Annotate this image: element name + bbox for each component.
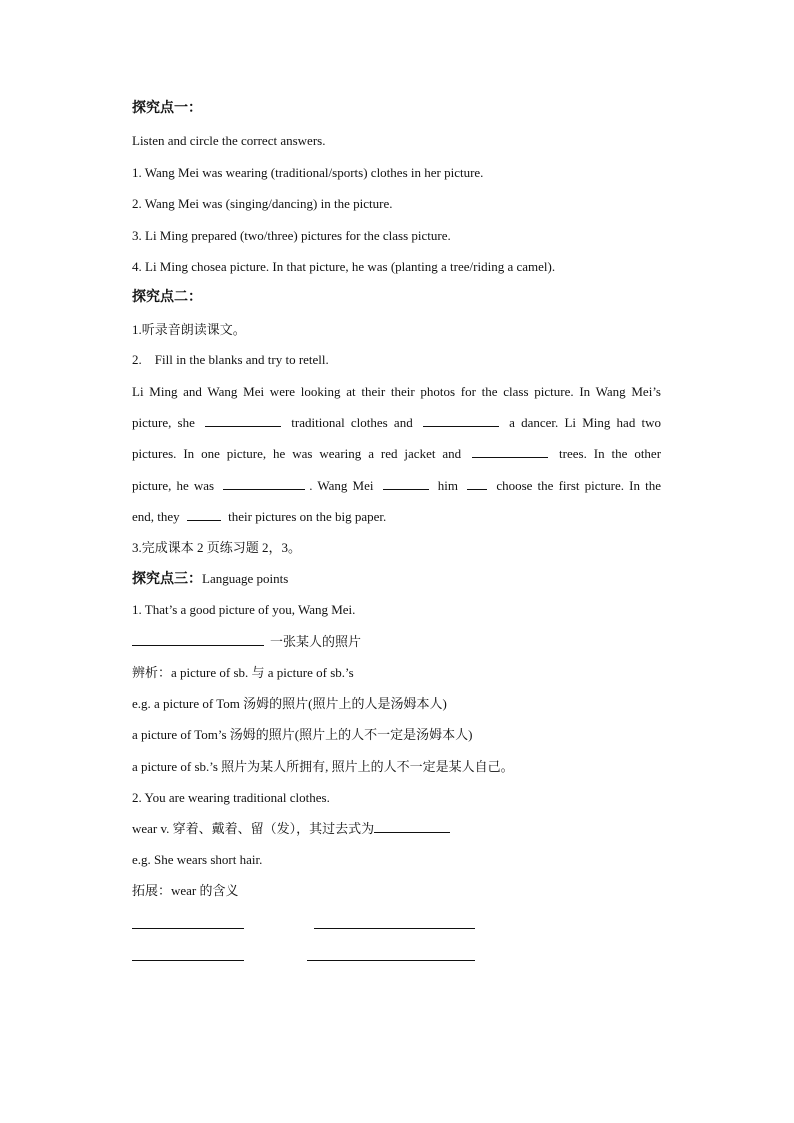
extension-note: 拓展：wear 的含义: [132, 883, 239, 898]
passage-text: Li Ming and Wang Mei were looking at their their photos for the class picture. In Wang Mei’s: [132, 384, 661, 399]
answer-blank[interactable]: [132, 633, 264, 646]
language-point-1: 1. That’s a good picture of you, Wang Mei.: [132, 602, 356, 617]
passage-text: picture, he was: [132, 478, 215, 493]
passage-text: picture, she: [132, 415, 195, 430]
answer-line[interactable]: [132, 928, 244, 929]
passage-text: their pictures on the big paper.: [228, 509, 387, 524]
example-1: e.g. a picture of Tom 汤姆的照片(照片上的人是汤姆本人): [132, 696, 447, 711]
section-3-title: 探究点三：: [132, 572, 202, 587]
section-3-heading: [132, 570, 288, 589]
comparison-note: 辨析：a picture of sb. 与 a picture of sb.’s: [132, 665, 354, 680]
task-fill-blanks: 2. Fill in the blanks and try to retell.: [132, 352, 329, 367]
answer-line[interactable]: [314, 928, 475, 929]
passage-text: traditional clothes and: [291, 415, 413, 430]
listening-instruction: Listen and circle the correct answers.: [132, 133, 326, 148]
passage-text: choose the first picture. In the: [496, 478, 661, 493]
wear-definition: [132, 820, 450, 838]
question-2: 2. Wang Mei was (singing/dancing) in the picture.: [132, 196, 393, 211]
definition-text: wear v. 穿着、戴着、留（发），其过去式为: [132, 821, 375, 836]
passage-line-1: [132, 383, 661, 401]
passage-text: pictures. In one picture, he was wearing a red jacket and: [132, 446, 462, 461]
example-4: e.g. She wears short hair.: [132, 852, 263, 867]
answer-line[interactable]: [307, 960, 475, 961]
passage-line-4: [132, 477, 661, 495]
passage-text: end, they: [132, 509, 180, 524]
passage-text: trees. In the other: [559, 446, 662, 461]
passage-text: him: [437, 478, 459, 493]
task-read-aloud: 1.听录音朗读课文。: [132, 322, 246, 337]
language-point-2: 2. You are wearing traditional clothes.: [132, 790, 330, 805]
passage-line-2: [132, 414, 661, 432]
example-2: a picture of Tom’s 汤姆的照片(照片上的人不一定是汤姆本人): [132, 727, 473, 742]
passage-line-3: [132, 445, 661, 463]
answer-line[interactable]: [132, 960, 244, 961]
section-3-subtitle: Language points: [202, 571, 289, 586]
passage-text: a dancer. Li Ming had two: [509, 415, 662, 430]
passage-text: . Wang Mei: [309, 478, 374, 493]
task-textbook-exercises: 3.完成课本 2 页练习题 2，3。: [132, 540, 302, 555]
question-4: 4. Li Ming chosea picture. In that picture, he was (planting a tree/riding a camel).: [132, 259, 556, 274]
question-1: 1. Wang Mei was wearing (traditional/sports) clothes in her picture.: [132, 165, 484, 180]
answer-blank[interactable]: [223, 477, 305, 490]
answer-blank[interactable]: [187, 508, 221, 521]
answer-blank[interactable]: [467, 477, 487, 490]
phrase-line: [132, 633, 361, 651]
example-3: a picture of sb.’s 照片为某人所拥有, 照片上的人不一定是某人自己。: [132, 759, 514, 774]
answer-blank[interactable]: [423, 414, 499, 427]
section-2-heading: 探究点二：: [132, 290, 202, 305]
answer-blank[interactable]: [383, 477, 429, 490]
answer-blank[interactable]: [374, 820, 450, 833]
phrase-meaning: 一张某人的照片: [270, 634, 362, 649]
answer-blank[interactable]: [472, 445, 548, 458]
section-1-heading: 探究点一：: [132, 101, 202, 116]
answer-blank[interactable]: [205, 414, 281, 427]
passage-line-5: [132, 508, 386, 526]
question-3: 3. Li Ming prepared (two/three) pictures for the class picture.: [132, 228, 451, 243]
